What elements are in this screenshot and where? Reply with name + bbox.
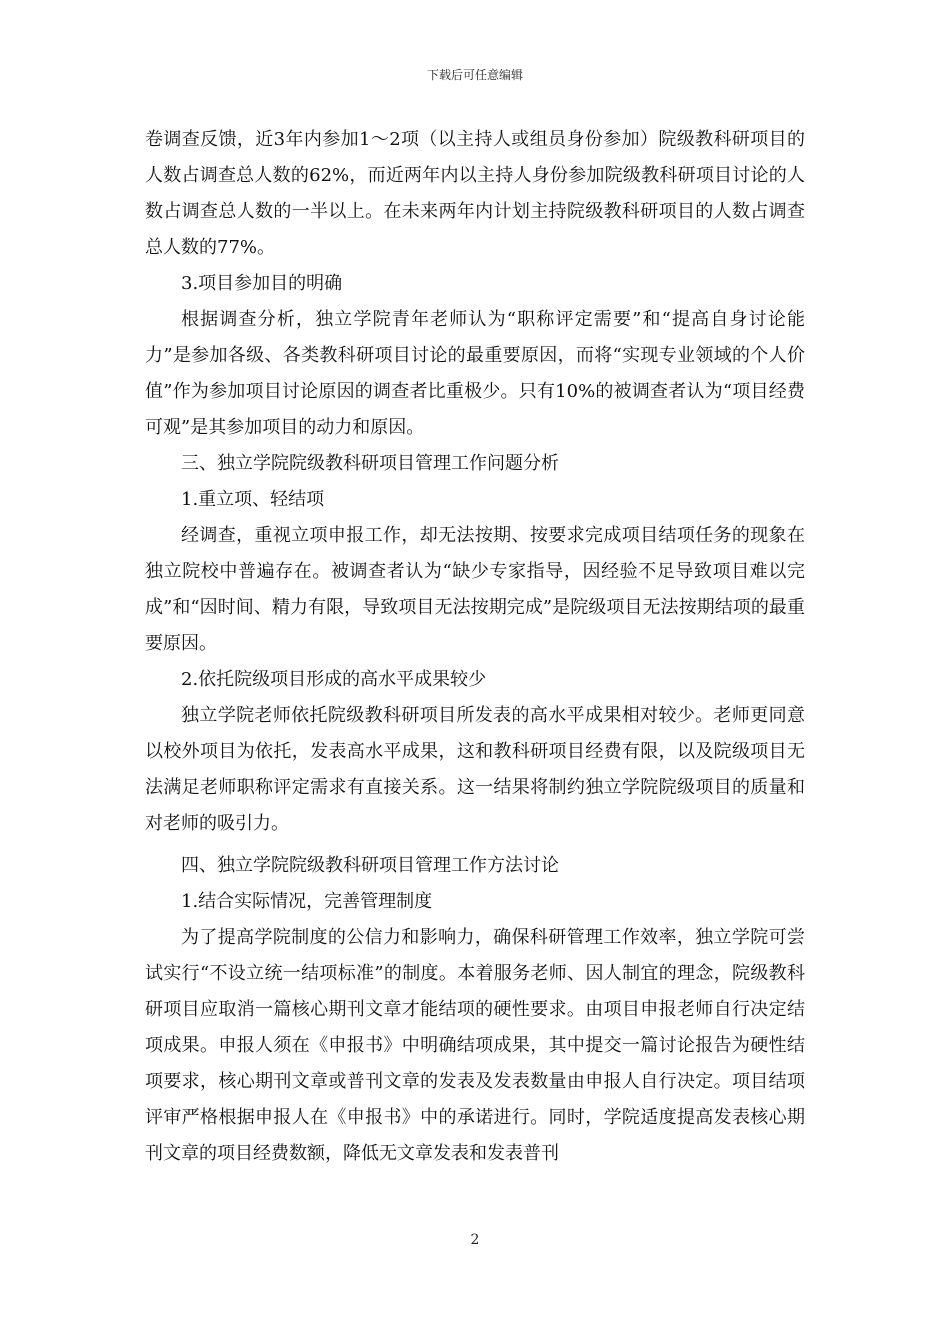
subheading-purpose: 3.项目参加目的明确 (181, 273, 343, 294)
subheading-heavy-approval: 1.重立项、轻结项 (181, 489, 325, 510)
section-heading-methods: 四、独立学院院级教科研项目管理工作方法讨论 (181, 855, 559, 876)
paragraph-purpose: 根据调查分析，独立学院青年老师认为“职称评定需要”和“提高自身讨论能力”是参加各级、各类教科研项目讨论的最重要原因，而将“实现专业领域的个人价值”作为参加项目讨论原因的调查者比重极少。只有10%的被调查者认为“项目经费可观”是其参加项目的动力和原因。 (145, 309, 805, 438)
subheading-management-system: 1.结合实际情况，完善管理制度 (181, 891, 433, 912)
paragraph-heavy-approval: 经调查，重视立项申报工作，却无法按期、按要求完成项目结项任务的现象在独立院校中普遍存在。被调查者认为“缺少专家指导，因经验不足导致项目难以完成”和“因时间、精力有限，导致项目无法按期完成”是院级项目无法按期结项的最重要原因。 (145, 525, 805, 654)
paragraph-management-system: 为了提高学院制度的公信力和影响力，确保科研管理工作效率，独立学院可尝试实行“不设立统一结项标准”的制度。本着服务老师、因人制宜的理念，院级教科研项目应取消一篇核心期刊文章才能结项的硬性要求。由项目申报老师自行决定结项成果。申报人须在《申报书》中明确结项成果，其中提交一篇讨论报告为硬性结项要求，核心期刊文章或普刊文章的发表及发表数量由申报人自行决定。项目结项评审严格根据申报人在《申报书》中的承诺进行。同时，学院适度提高发表核心期刊文章的项目经费数额，降低无文章发表和发表普刊 (145, 927, 805, 1164)
paragraph-survey-continued: 卷调查反馈，近3年内参加1～2项（以主持人或组员身份参加）院级教科研项目的人数占调查总人数的62%，而近两年内以主持人身份参加院级教科研项目讨论的人数占调查总人数的一半以上。在未来两年内计划主持院级教科研项目的人数占调查总人数的77%。 (145, 129, 805, 258)
page-number: 2 (470, 1232, 480, 1248)
page-header: 下载后可任意编辑 (426, 68, 523, 82)
document-body (145, 122, 805, 1172)
subheading-few-results: 2.依托院级项目形成的高水平成果较少 (181, 669, 487, 690)
section-heading-problems: 三、独立学院院级教科研项目管理工作问题分析 (181, 453, 559, 474)
paragraph-few-results: 独立学院老师依托院级教科研项目所发表的高水平成果相对较少。老师更同意以校外项目为依托，发表高水平成果，这和教科研项目经费有限，以及院级项目无法满足老师职称评定需求有直接关系。这一结果将制约独立学院院级项目的质量和对老师的吸引力。 (145, 705, 805, 834)
